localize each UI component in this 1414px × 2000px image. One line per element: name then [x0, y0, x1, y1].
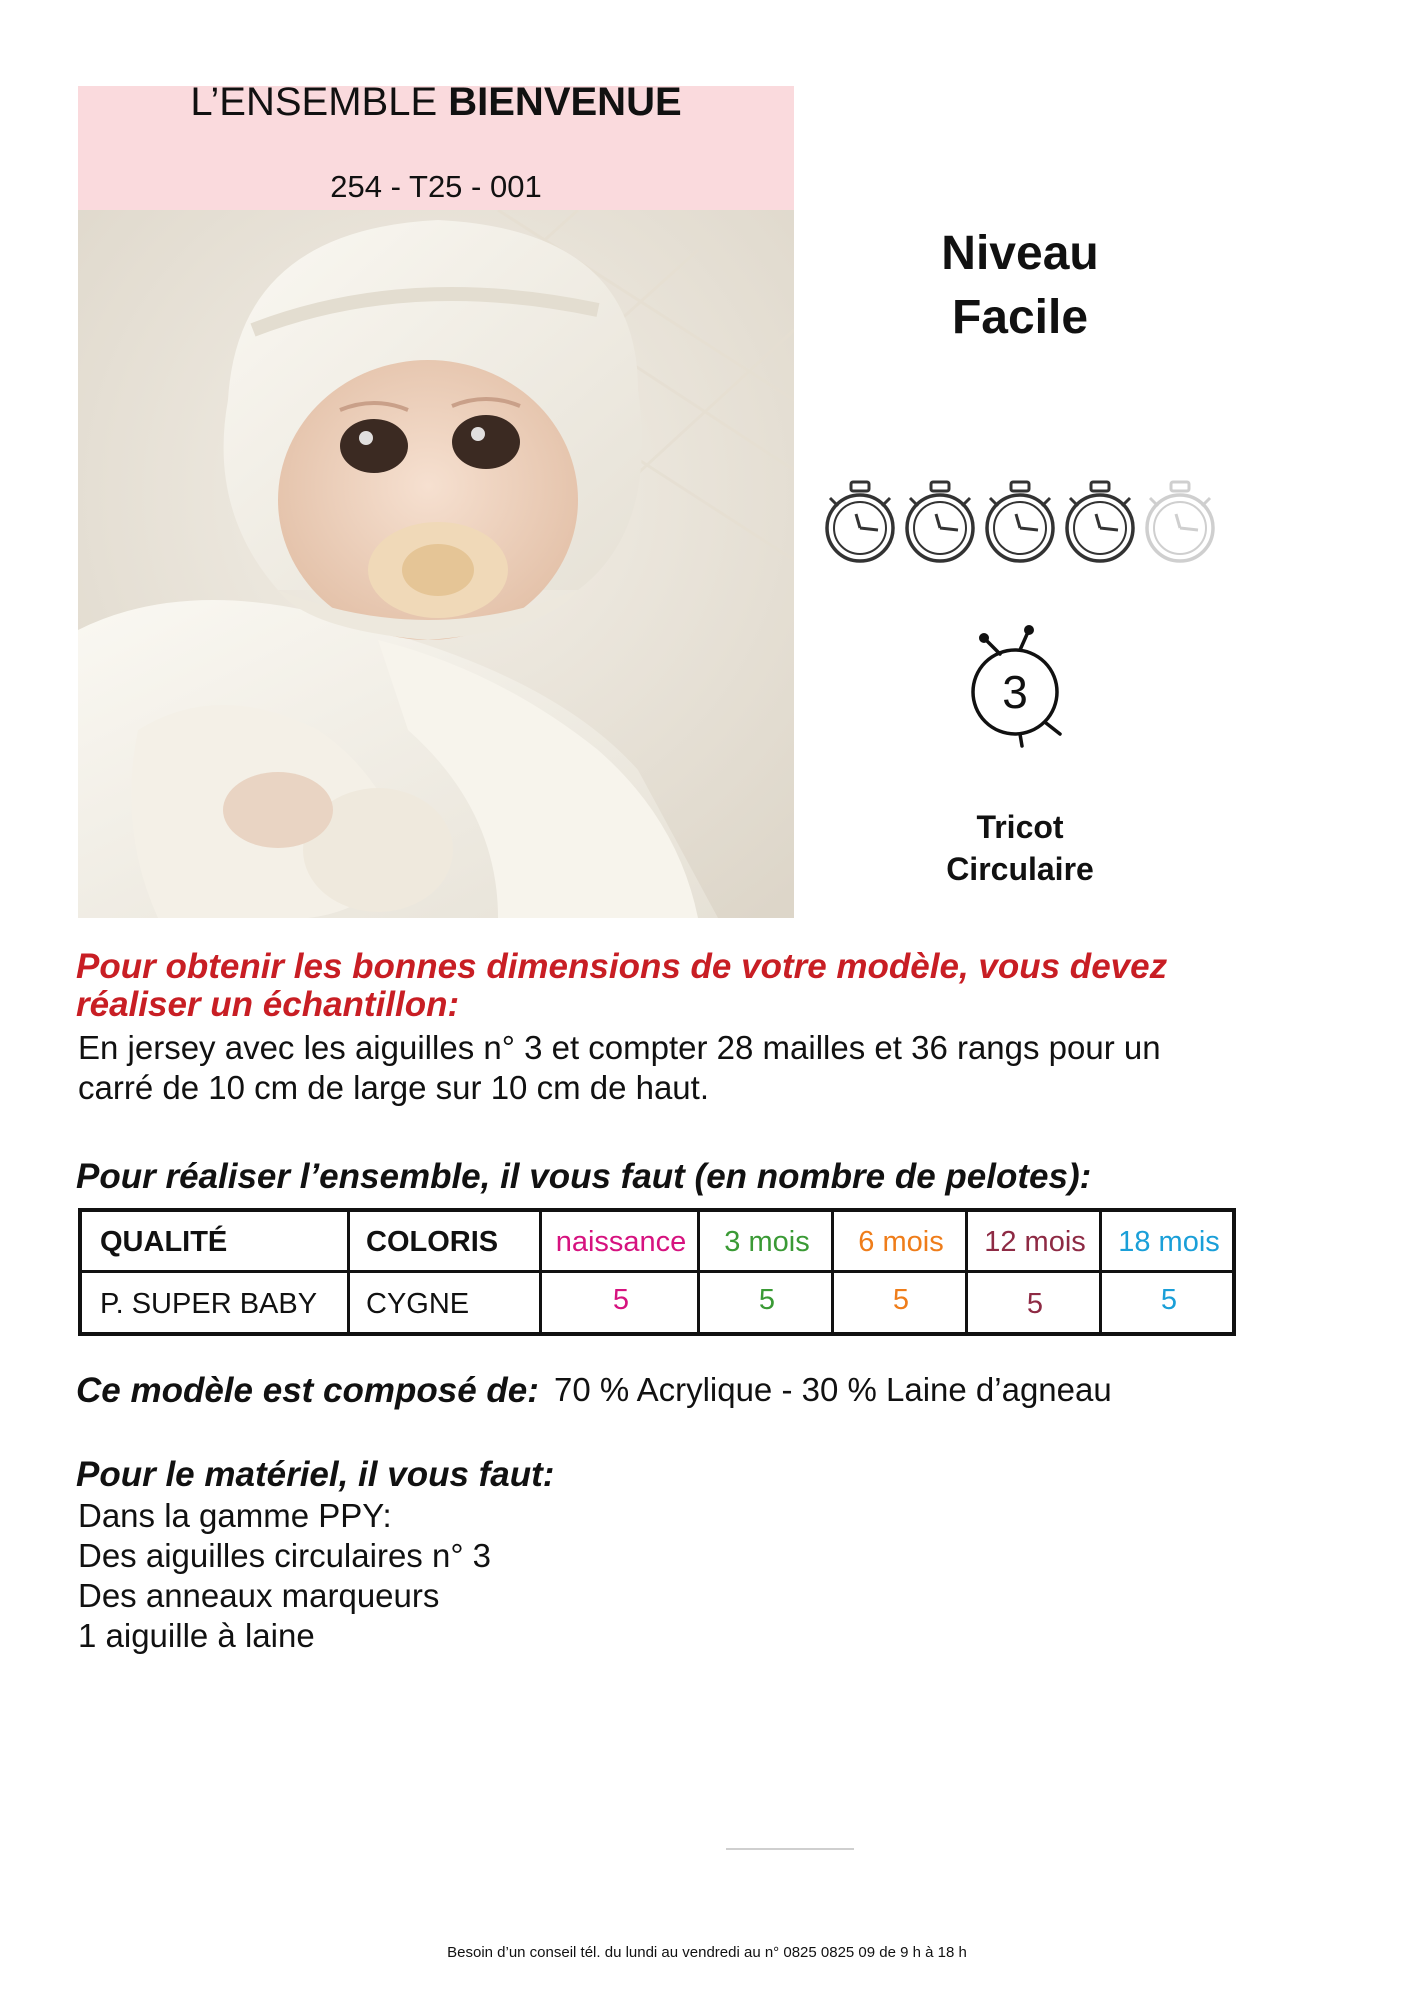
level-value: Facile: [951, 291, 1089, 344]
quantity-6-mois: 5: [892, 1283, 910, 1316]
gauge-heading-line2: réaliser un échantillon:: [76, 985, 460, 1024]
size-header-naissance: naissance: [555, 1225, 687, 1258]
material-item: 1 aiguille à laine: [78, 1617, 315, 1654]
col-quality-header: QUALITÉ: [100, 1225, 228, 1258]
needle-size-value: 3: [1002, 666, 1028, 718]
table-row-divider: [82, 1270, 1232, 1273]
quantity-3-mois: 5: [758, 1283, 776, 1316]
size-header-3-mois: 3 mois: [724, 1225, 810, 1258]
quantity-naissance: 5: [612, 1283, 630, 1316]
stopwatch-icon: [987, 482, 1053, 561]
table-col-divider: [965, 1212, 968, 1332]
pattern-reference: 254 - T25 - 001: [330, 169, 542, 204]
gauge-text-line2: carré de 10 cm de large sur 10 cm de haut.: [78, 1069, 709, 1106]
size-header-18-mois: 18 mois: [1118, 1225, 1220, 1258]
technique: [880, 806, 1160, 890]
difficulty-level: [880, 222, 1160, 350]
row-quality: P. SUPER BABY: [100, 1287, 318, 1320]
stopwatch-icon: [907, 482, 973, 561]
table-col-divider: [1099, 1212, 1102, 1332]
stopwatch-icon: [1067, 482, 1133, 561]
title-prefix: L’ENSEMBLE: [190, 80, 438, 124]
title-bold: BIENVENUE: [448, 80, 682, 124]
pattern-title: [78, 78, 794, 126]
gauge-heading-line1: Pour obtenir les bonnes dimensions de votre modèle, vous devez: [76, 947, 1168, 986]
quantity-18-mois: 5: [1160, 1283, 1178, 1316]
stopwatch-icon: [827, 482, 893, 561]
material-item: Des aiguilles circulaires n° 3: [78, 1537, 492, 1574]
footer-divider: [726, 1848, 854, 1850]
yarn-table: [78, 1208, 1236, 1336]
yarn-heading: Pour réaliser l’ensemble, il vous faut (en nombre de pelotes):: [76, 1157, 1092, 1196]
gauge-text-line1: En jersey avec les aiguilles n° 3 et compter 28 mailles et 36 rangs pour un: [78, 1029, 1161, 1066]
footer-contact: Besoin d’un conseil tél. du lundi au vendredi au n° 0825 0825 09 de 9 h à 18 h: [447, 1944, 967, 1961]
row-color: CYGNE: [366, 1287, 470, 1320]
table-col-divider: [539, 1212, 542, 1332]
technique-line2: Circulaire: [946, 851, 1094, 887]
size-header-6-mois: 6 mois: [858, 1225, 944, 1258]
gauge-text: [78, 1028, 1161, 1108]
material-item: Des anneaux marqueurs: [78, 1577, 440, 1614]
table-col-divider: [697, 1212, 700, 1332]
composition-heading: Ce modèle est composé de:: [76, 1371, 539, 1410]
level-label: Niveau: [941, 227, 1099, 280]
stopwatch-icon: [1147, 482, 1213, 561]
knitting-needle-badge-icon: [960, 624, 1070, 748]
table-col-divider: [347, 1212, 350, 1332]
size-header-12-mois: 12 mois: [984, 1225, 1086, 1258]
material-list: [78, 1496, 491, 1656]
quantity-12-mois: 5: [1026, 1287, 1044, 1320]
composition-value: 70 % Acrylique - 30 % Laine d’agneau: [554, 1371, 1112, 1408]
col-color-header: COLORIS: [366, 1225, 499, 1258]
table-col-divider: [831, 1212, 834, 1332]
gauge-heading: [76, 948, 1167, 1024]
baby-photo: [78, 210, 794, 918]
technique-line1: Tricot: [976, 809, 1064, 845]
material-heading: Pour le matériel, il vous faut:: [76, 1455, 555, 1494]
time-rating: [818, 478, 1218, 568]
material-item: Dans la gamme PPY:: [78, 1497, 392, 1534]
